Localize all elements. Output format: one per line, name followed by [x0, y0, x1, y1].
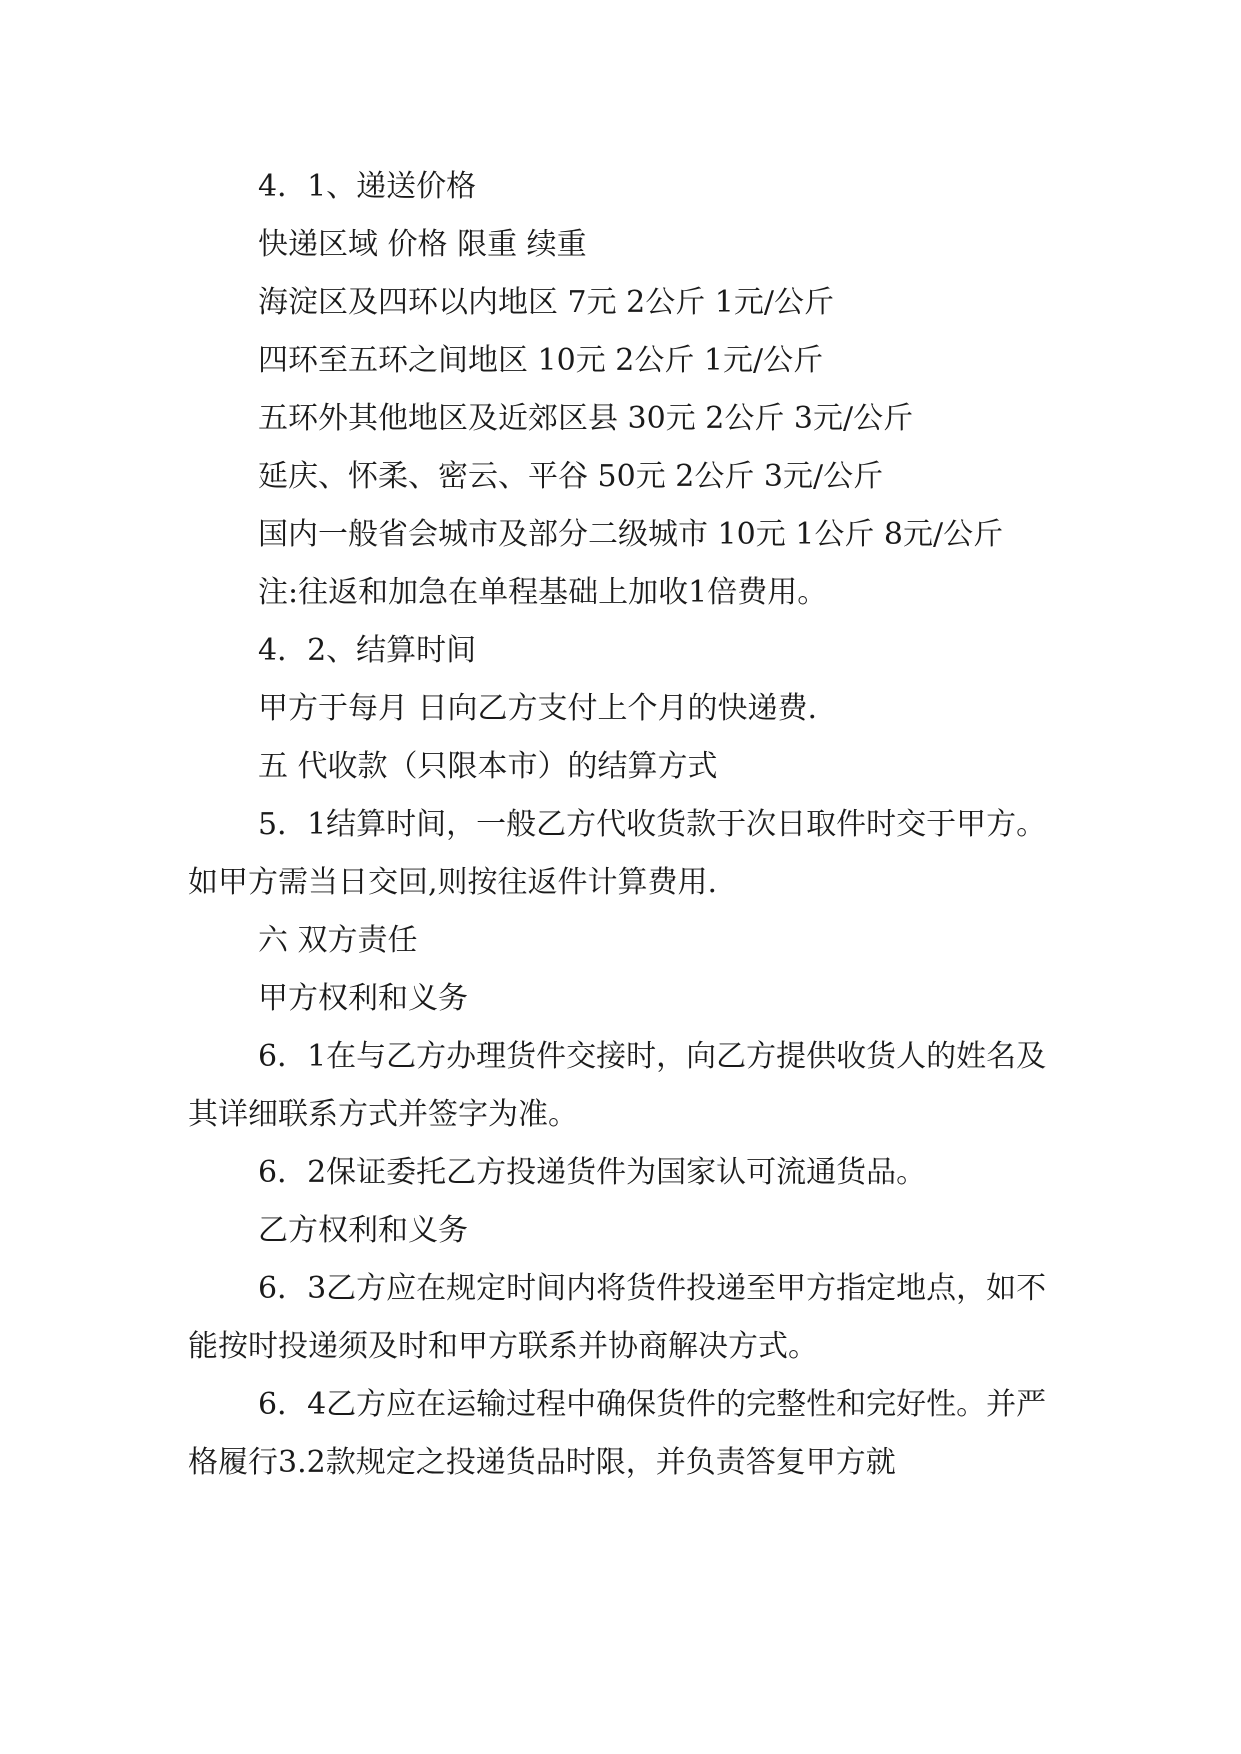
paragraph-price-note: 注:往返和加急在单程基础上加收1倍费用。	[258, 575, 828, 610]
paragraph-clause-6-4: 6．4乙方应在运输过程中确保货件的完整性和完好性。并严格履行3.2款规定之投递货品时限，并负责答复甲方就	[188, 1387, 1047, 1480]
paragraph-section-five-heading: 五 代收款（只限本市）的结算方式	[258, 749, 718, 784]
paragraph-clause-5-1: 5．1结算时间，一般乙方代收货款于次日取件时交于甲方。如甲方需当日交回,则按往返件计算费用.	[188, 807, 1047, 900]
paragraph-section-six-heading: 六 双方责任	[258, 923, 418, 958]
paragraph-price-table-header: 快递区域 价格 限重 续重	[258, 227, 587, 262]
paragraph-monthly-payment: 甲方于每月 日向乙方支付上个月的快递费.	[258, 691, 818, 726]
paragraph-clause-6-1: 6．1在与乙方办理货件交接时，向乙方提供收货人的姓名及其详细联系方式并签字为准。	[188, 1039, 1047, 1132]
paragraph-party-a-heading: 甲方权利和义务	[258, 981, 468, 1016]
document-body	[188, 158, 1048, 1492]
paragraph-clause-6-3: 6．3乙方应在规定时间内将货件投递至甲方指定地点，如不能按时投递须及时和甲方联系并协商解决方式。	[188, 1271, 1047, 1364]
paragraph-party-b-heading: 乙方权利和义务	[258, 1213, 468, 1248]
paragraph-price-haidian: 海淀区及四环以内地区 7元 2公斤 1元/公斤	[258, 285, 834, 320]
paragraph-clause-6-2: 6．2保证委托乙方投递货件为国家认可流通货品。	[258, 1155, 927, 1190]
paragraph-price-outside-ring5: 五环外其他地区及近郊区县 30元 2公斤 3元/公斤	[258, 401, 914, 436]
paragraph-delivery-price-heading: 4．1、递送价格	[258, 169, 477, 204]
paragraph-price-ring4-ring5: 四环至五环之间地区 10元 2公斤 1元/公斤	[258, 343, 824, 378]
paragraph-price-yanqing: 延庆、怀柔、密云、平谷 50元 2公斤 3元/公斤	[258, 459, 884, 494]
paragraph-settlement-time-heading: 4．2、结算时间	[258, 633, 477, 668]
paragraph-price-domestic: 国内一般省会城市及部分二级城市 10元 1公斤 8元/公斤	[258, 517, 1004, 552]
